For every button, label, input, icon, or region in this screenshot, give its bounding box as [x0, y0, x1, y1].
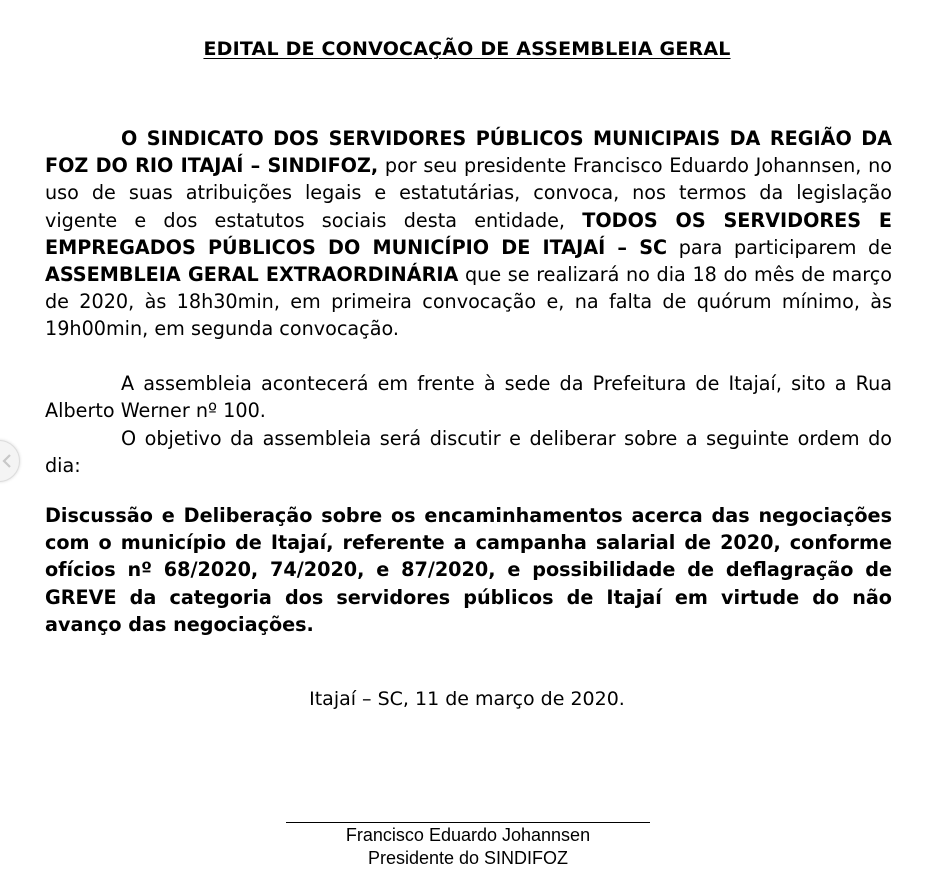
date-line: Itajaí – SC, 11 de março de 2020. — [309, 688, 625, 710]
signatory-role: Presidente do SINDIFOZ — [367, 848, 569, 868]
convocation-text-a: por seu presidente Francisco Eduardo Johannsen, no uso de suas atribuições legais e estatutárias, convoca, nos termos da legislação vigente e dos estatutos sociais desta entidade, — [45, 154, 892, 232]
convocation-text-b: para participarem de — [667, 235, 893, 259]
union-name: O SINDICATO DOS SERVIDORES PÚBLICOS MUNICIPAIS DA REGIÃO DA FOZ DO RIO ITAJAÍ – SINDIFOZ, — [45, 127, 892, 178]
previous-page-button[interactable] — [0, 440, 20, 482]
signatory-name: Francisco Eduardo Johannsen — [345, 825, 591, 845]
chevron-left-icon — [1, 453, 13, 469]
convocation-text-c: que se realizará no dia 18 do mês de março de 2020, às 18h30min, em primeira convocação e, na falta de quórum mínimo, às 19h00min, em segunda convocação. — [45, 263, 893, 341]
objective-paragraph: O objetivo da assembleia será discutir e deliberar sobre a seguinte ordem do dia: — [45, 427, 892, 478]
audience-text: TODOS OS SERVIDORES E EMPREGADOS PÚBLICOS DO MUNICÍPIO DE ITAJAÍ – SC — [45, 208, 892, 259]
convocation-paragraph — [45, 125, 892, 343]
location-paragraph: A assembleia acontecerá em frente à sede da Prefeitura de Itajaí, sito a Rua Alberto Werner nº 100. — [45, 372, 892, 423]
agenda-paragraph: Discussão e Deliberação sobre os encaminhamentos acerca das negociações com o município de Itajaí, referente a campanha salarial de 2020, conforme ofícios nº 68/2020, 74/2020, e 87/2020, e possibilidade de deflagração de GREVE da categoria dos servidores públicos de Itajaí em virtude do não avanço das negociações. — [45, 504, 892, 636]
document-title: EDITAL DE CONVOCAÇÃO DE ASSEMBLEIA GERAL — [203, 38, 731, 60]
assembly-type: ASSEMBLEIA GERAL EXTRAORDINÁRIA — [45, 263, 459, 287]
signature-line — [286, 822, 650, 823]
